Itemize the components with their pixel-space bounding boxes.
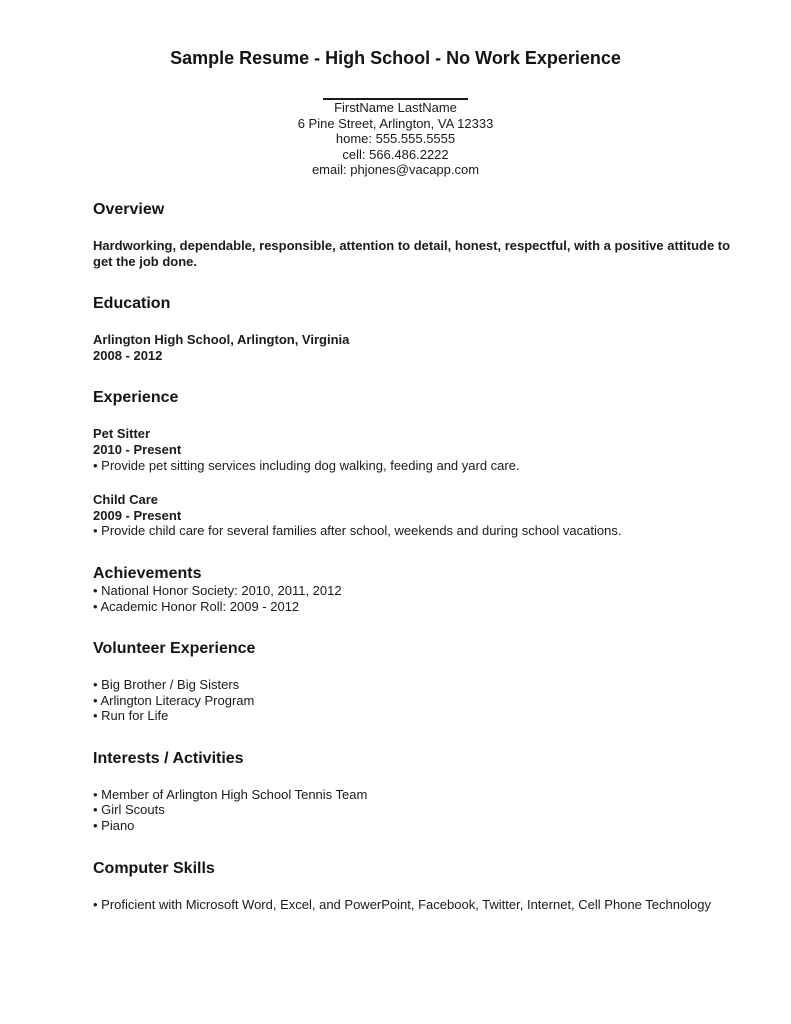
section-heading: Interests / Activities (93, 749, 244, 767)
section-line: Hardworking, dependable, responsible, attention to detail, honest, respectful, with a positive attitude to get the job done. (93, 237, 731, 269)
section-heading: Overview (93, 200, 165, 218)
contact-email: email: phjones@vacapp.com (311, 162, 480, 178)
section-heading: Experience (93, 389, 179, 407)
contact-name: FirstName LastName (334, 100, 457, 115)
contact-block (0, 100, 791, 178)
bullet-item: • Proficient with Microsoft Word, Excel, and PowerPoint, Facebook, Twitter, Internet, Cell Phone Technology (93, 896, 712, 912)
section-achievements (93, 564, 733, 614)
bullet-item: • Academic Honor Roll: 2009 - 2012 (93, 598, 300, 614)
section-volunteer-experience (93, 639, 733, 724)
section-line: Pet Sitter (93, 426, 151, 442)
resume-header (0, 0, 791, 178)
bullet-item: • Girl Scouts (93, 802, 165, 818)
bullet-item: • Arlington Literacy Program (93, 692, 255, 708)
bullet-item: • National Honor Society: 2010, 2011, 2012 (93, 582, 342, 598)
bullet-item: • Provide child care for several families after school, weekends and during school vacations. (93, 523, 622, 539)
bullet-item: • Big Brother / Big Sisters (93, 677, 240, 693)
section-line: 2010 - Present (93, 441, 182, 457)
contact-address: 6 Pine Street, Arlington, VA 12333 (297, 115, 494, 131)
section-education (93, 294, 733, 363)
section-heading: Education (93, 295, 171, 313)
section-overview (93, 200, 733, 269)
contact-cell-phone: cell: 566.486.2222 (342, 146, 449, 162)
section-interests-activities (93, 749, 733, 834)
section-heading: Achievements (93, 564, 202, 582)
section-line: Arlington High School, Arlington, Virginia (93, 332, 350, 348)
section-line: Child Care (93, 492, 159, 508)
bullet-item: • Member of Arlington High School Tennis Team (93, 786, 368, 802)
section-heading: Computer Skills (93, 859, 215, 877)
section-heading: Volunteer Experience (93, 640, 256, 658)
bullet-item: • Provide pet sitting services including dog walking, feeding and yard care. (93, 457, 520, 473)
section-computer-skills (93, 859, 733, 913)
bullet-item: • Piano (93, 818, 135, 834)
section-line: 2009 - Present (93, 507, 182, 523)
contact-home-phone: home: 555.555.5555 (335, 131, 456, 147)
section-line: 2008 - 2012 (93, 347, 163, 363)
page-title: Sample Resume - High School - No Work Experience (170, 48, 621, 68)
bullet-item: • Run for Life (93, 708, 169, 724)
resume-sections (0, 178, 791, 912)
section-experience (93, 388, 733, 539)
